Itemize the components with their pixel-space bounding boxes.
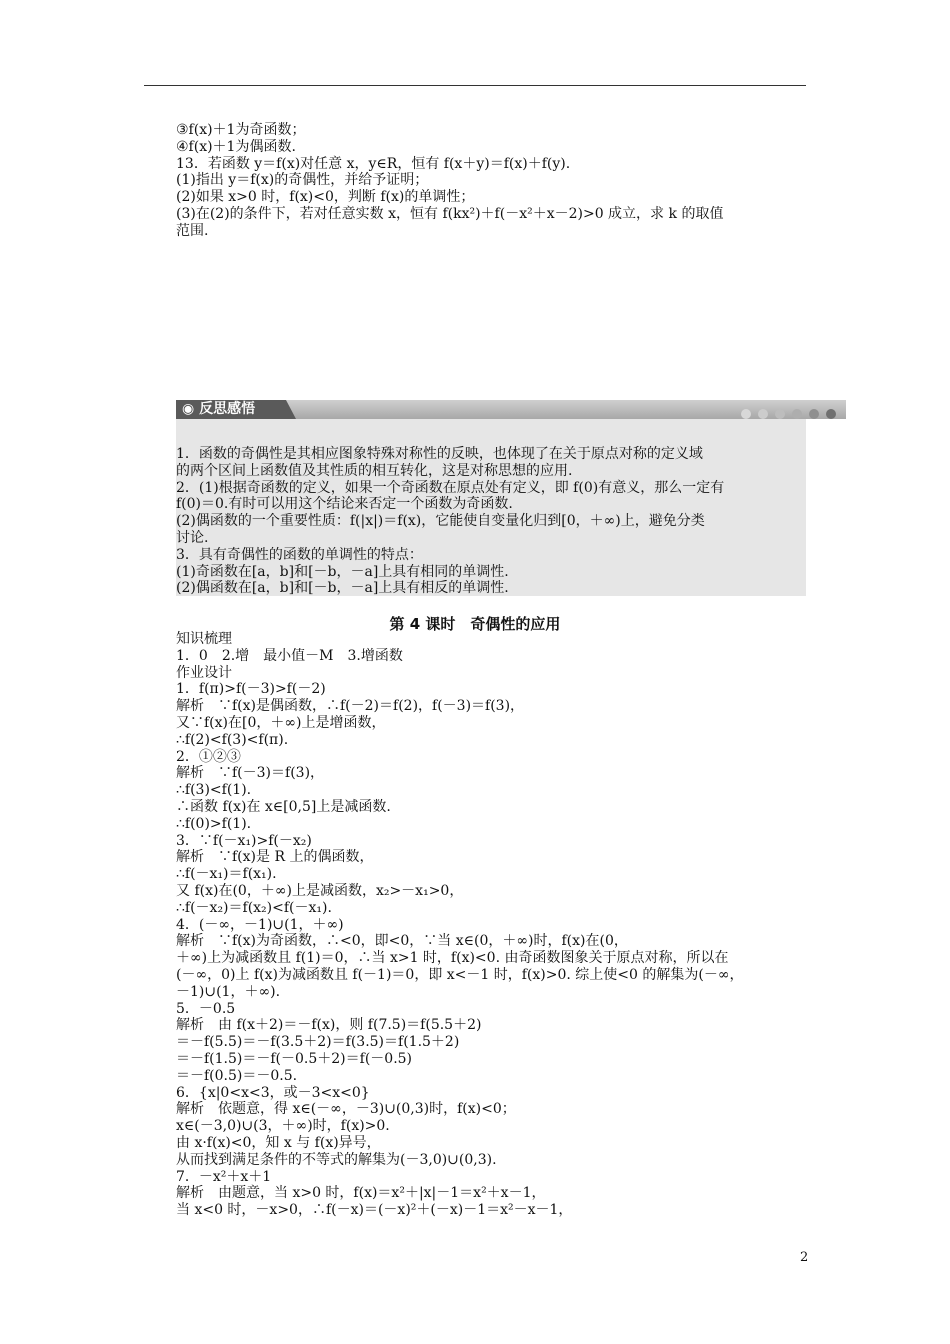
text-line: x∈(－3,0)∪(3，＋∞)时，f(x)>0. — [176, 1118, 390, 1135]
text-line: 解析 ∵f(－3)＝f(3)， — [176, 765, 325, 782]
answer-block — [176, 631, 808, 1219]
text-line: (2)偶函数在[a，b]和[－b，－a]上具有相反的单调性. — [176, 580, 509, 597]
text-line: 解析 ∵f(x)是 R 上的偶函数， — [176, 849, 374, 866]
dot-icon — [792, 409, 802, 419]
text-line: 13．若函数 y＝f(x)对任意 x，y∈R，恒有 f(x＋y)＝f(x)＋f(y). — [176, 155, 571, 172]
text-line: f(0)＝0.有时可以用这个结论来否定一个函数为奇函数. — [176, 496, 513, 513]
text-line: －1)∪(1，＋∞). — [176, 983, 281, 1000]
text-line: 3．∵f(－x₁)>f(－x₂) — [176, 832, 312, 849]
exercise-block — [176, 122, 808, 240]
text-line: ∴f(－x₂)＝f(x₂)<f(－x₁). — [176, 899, 332, 916]
text-line: ∴函数 f(x)在 x∈[0,5]上是减函数. — [176, 798, 391, 815]
text-line: 7．－x²＋x＋1 — [176, 1168, 272, 1185]
text-line: 4．(－∞，－1)∪(1，＋∞) — [176, 916, 344, 933]
header-rule — [144, 85, 806, 86]
text-line: ④f(x)＋1为偶函数. — [176, 138, 296, 155]
text-line: ∴f(0)>f(1). — [176, 815, 252, 832]
text-line: 的两个区间上函数值及其性质的相互转化，这是对称思想的应用. — [176, 462, 573, 479]
text-line: 当 x<0 时，－x>0，∴f(－x)＝(－x)²＋(－x)－1＝x²－x－1， — [176, 1202, 573, 1219]
dot-icon — [741, 409, 751, 419]
text-line: 6．{x|0<x<3，或－3<x<0} — [176, 1084, 370, 1101]
text-line: 由 x·f(x)<0，知 x 与 f(x)异号， — [176, 1134, 381, 1151]
text-line: 5．－0.5 — [176, 1000, 236, 1017]
text-line: 2．(1)根据奇函数的定义，如果一个奇函数在原点处有定义，即 f(0)有意义，那么一定有 — [176, 479, 725, 496]
text-line: ＝－f(1.5)＝－f(－0.5＋2)＝f(－0.5) — [176, 1050, 413, 1067]
section-title: 第 4 课时 奇偶性的应用 — [389, 615, 561, 633]
text-line: 解析 ∵f(x)为奇函数，∴<0，即<0，∵当 x∈(0，＋∞)时，f(x)在(0， — [176, 933, 628, 950]
text-line: (3)在(2)的条件下，若对任意实数 x，恒有 f(kx²)＋f(－x²＋x－2)>0 成立，求 k 的取值 — [176, 205, 724, 222]
dot-icon — [826, 409, 836, 419]
text-line: 解析 由 f(x＋2)＝－f(x)，则 f(7.5)＝f(5.5＋2) — [176, 1017, 482, 1034]
text-line: ＝－f(0.5)＝－0.5. — [176, 1067, 298, 1084]
text-line: 解析 依题意，得 x∈(－∞，－3)∪(0,3)时，f(x)<0； — [176, 1101, 516, 1118]
text-line: (1)指出 y＝f(x)的奇偶性，并给予证明； — [176, 172, 429, 189]
text-line: (2)如果 x>0 时，f(x)<0，判断 f(x)的单调性； — [176, 189, 475, 206]
text-line: ＝－f(5.5)＝－f(3.5＋2)＝f(3.5)＝f(1.5＋2) — [176, 1034, 460, 1051]
dot-icon — [775, 409, 785, 419]
text-line: 讨论. — [176, 529, 209, 546]
text-line: 又∵f(x)在[0，＋∞)上是增函数， — [176, 714, 386, 731]
reflection-text — [176, 446, 808, 597]
text-line: ③f(x)＋1为奇函数； — [176, 122, 306, 138]
text-line: ∴f(2)<f(3)<f(π). — [176, 731, 289, 748]
reflection-banner — [176, 400, 846, 419]
text-line: (2)偶函数的一个重要性质：f(|x|)＝f(x)，它能使自变量化归到[0，＋∞)上，避免分类 — [176, 513, 705, 530]
text-line: 解析 由题意，当 x>0 时，f(x)＝x²＋|x|－1＝x²＋x－1， — [176, 1185, 546, 1202]
text-line: ＋∞)上为减函数且 f(1)＝0，∴当 x>1 时，f(x)<0. 由奇函数图象关于原点对称，所以在 — [176, 950, 729, 967]
text-line: ∴f(3)<f(1). — [176, 782, 252, 799]
text-line: (1)奇函数在[a，b]和[－b，－a]上具有相同的单调性. — [176, 563, 509, 580]
text-line: ∴f(－x₁)＝f(x₁). — [176, 866, 277, 883]
text-line: 3．具有奇偶性的函数的单调性的特点： — [176, 546, 423, 563]
page-number: 2 — [800, 1250, 809, 1265]
text-line: 2．①②③ — [176, 748, 241, 765]
text-line: 1．函数的奇偶性是其相应图象特殊对称性的反映，也体现了在关于原点对称的定义域 — [176, 446, 703, 462]
text-line: 从而找到满足条件的不等式的解集为(－3,0)∪(0,3). — [176, 1151, 497, 1168]
text-line: 范围. — [176, 222, 209, 239]
dot-icon — [809, 409, 819, 419]
banner-label: ◉ 反思感悟 — [176, 400, 286, 419]
text-line: 1．f(π)>f(－3)>f(－2) — [176, 681, 326, 698]
text-line: 知识梳理 — [176, 631, 232, 647]
text-line: 作业设计 — [176, 664, 232, 681]
text-line: 又 f(x)在(0，＋∞)上是减函数，x₂>－x₁>0， — [176, 882, 464, 899]
dot-icon — [758, 409, 768, 419]
text-line: 1．0 2.增 最小值－M 3.增函数 — [176, 647, 403, 664]
text-line: (－∞，0)上 f(x)为减函数且 f(－1)＝0，即 x<－1 时，f(x)>0. 综上使<0 的解集为(－∞， — [176, 966, 744, 983]
text-line: 解析 ∵f(x)是偶函数，∴f(－2)＝f(2)，f(－3)＝f(3)， — [176, 698, 525, 715]
